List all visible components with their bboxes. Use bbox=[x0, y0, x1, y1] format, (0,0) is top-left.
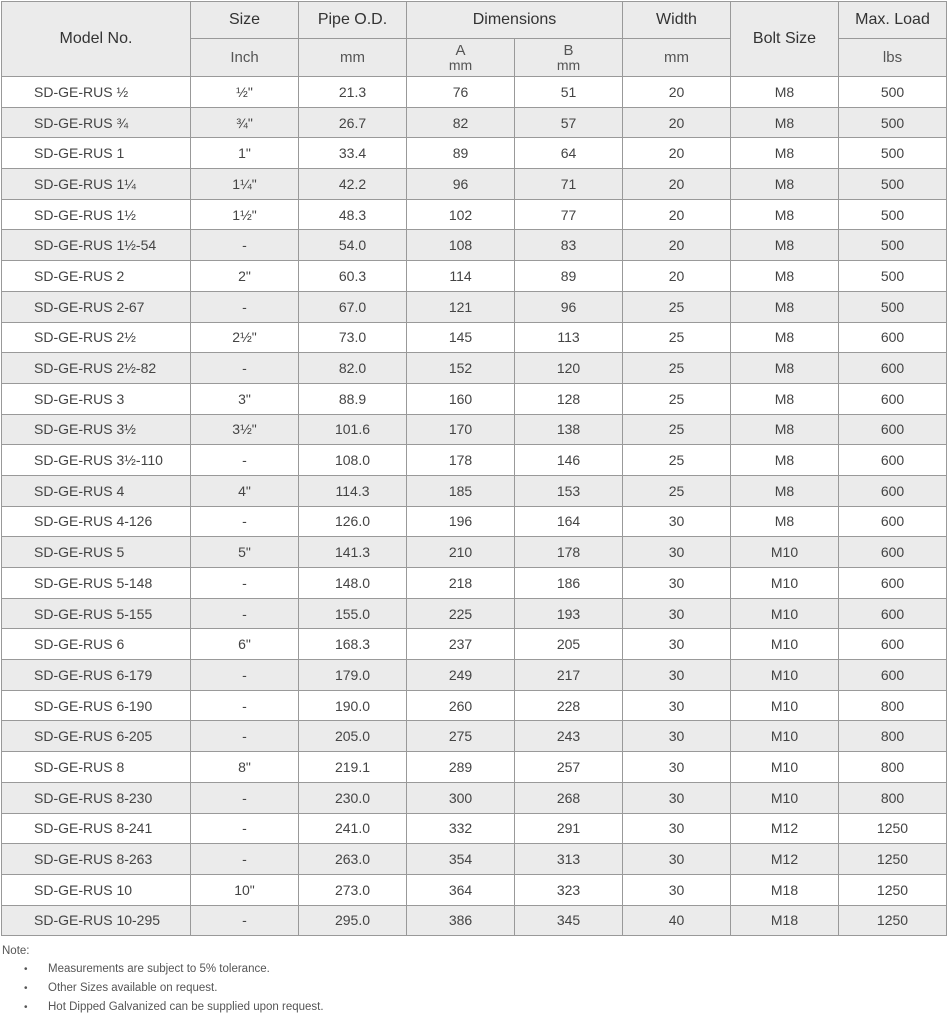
model-no-cell: SD-GE-RUS 8-241 bbox=[2, 813, 191, 844]
max-load-cell: 500 bbox=[839, 261, 947, 292]
table-row bbox=[2, 383, 947, 414]
dim-b-cell: 57 bbox=[515, 107, 623, 138]
bolt-size-cell: M12 bbox=[731, 844, 839, 875]
table-row bbox=[2, 782, 947, 813]
table-row bbox=[2, 537, 947, 568]
bolt-size-cell: M8 bbox=[731, 383, 839, 414]
size-cell: 8" bbox=[191, 752, 299, 783]
dim-b-cell: 217 bbox=[515, 660, 623, 691]
table-row bbox=[2, 475, 947, 506]
model-no-cell: SD-GE-RUS 10-295 bbox=[2, 905, 191, 936]
max-load-cell: 1250 bbox=[839, 905, 947, 936]
model-no-cell: SD-GE-RUS 3½-110 bbox=[2, 445, 191, 476]
pipe-od-cell: 26.7 bbox=[299, 107, 407, 138]
header-size: Size bbox=[191, 2, 299, 39]
width-cell: 20 bbox=[623, 261, 731, 292]
size-cell: 1¼" bbox=[191, 169, 299, 200]
size-cell: - bbox=[191, 506, 299, 537]
header-max-load: Max. Load bbox=[839, 2, 947, 39]
pipe-od-cell: 126.0 bbox=[299, 506, 407, 537]
width-cell: 25 bbox=[623, 291, 731, 322]
dim-a-cell: 237 bbox=[407, 629, 515, 660]
pipe-od-cell: 179.0 bbox=[299, 660, 407, 691]
dim-a-cell: 225 bbox=[407, 598, 515, 629]
bolt-size-cell: M10 bbox=[731, 537, 839, 568]
table-row bbox=[2, 261, 947, 292]
width-cell: 30 bbox=[623, 537, 731, 568]
model-no-cell: SD-GE-RUS 6-205 bbox=[2, 721, 191, 752]
dim-a-cell: 108 bbox=[407, 230, 515, 261]
bolt-size-cell: M8 bbox=[731, 169, 839, 200]
max-load-cell: 600 bbox=[839, 629, 947, 660]
max-load-cell: 600 bbox=[839, 598, 947, 629]
width-cell: 30 bbox=[623, 690, 731, 721]
size-cell: - bbox=[191, 782, 299, 813]
note-text: Measurements are subject to 5% tolerance. bbox=[48, 963, 270, 975]
size-cell: - bbox=[191, 598, 299, 629]
dim-a-cell: 96 bbox=[407, 169, 515, 200]
width-cell: 25 bbox=[623, 322, 731, 353]
bolt-size-cell: M10 bbox=[731, 660, 839, 691]
dim-b-cell: 228 bbox=[515, 690, 623, 721]
dim-a-cell: 218 bbox=[407, 568, 515, 599]
table-row bbox=[2, 660, 947, 691]
table-row bbox=[2, 905, 947, 936]
dim-b-cell: 164 bbox=[515, 506, 623, 537]
table-row bbox=[2, 291, 947, 322]
bolt-size-cell: M8 bbox=[731, 414, 839, 445]
width-cell: 30 bbox=[623, 813, 731, 844]
table-row bbox=[2, 414, 947, 445]
dim-b-cell: 96 bbox=[515, 291, 623, 322]
size-cell: 3" bbox=[191, 383, 299, 414]
dim-b-cell: 243 bbox=[515, 721, 623, 752]
bolt-size-cell: M8 bbox=[731, 291, 839, 322]
max-load-cell: 600 bbox=[839, 414, 947, 445]
max-load-cell: 500 bbox=[839, 77, 947, 108]
bolt-size-cell: M10 bbox=[731, 690, 839, 721]
table-row bbox=[2, 445, 947, 476]
width-cell: 25 bbox=[623, 414, 731, 445]
model-no-cell: SD-GE-RUS 6-190 bbox=[2, 690, 191, 721]
note-item bbox=[2, 998, 942, 1017]
note-text: Other Sizes available on request. bbox=[48, 982, 218, 994]
bullet-icon: • bbox=[24, 983, 28, 994]
pipe-od-cell: 54.0 bbox=[299, 230, 407, 261]
max-load-cell: 1250 bbox=[839, 874, 947, 905]
table-row bbox=[2, 568, 947, 599]
model-no-cell: SD-GE-RUS 2½-82 bbox=[2, 353, 191, 384]
model-no-cell: SD-GE-RUS 4-126 bbox=[2, 506, 191, 537]
width-cell: 30 bbox=[623, 844, 731, 875]
dim-b-cell: 138 bbox=[515, 414, 623, 445]
dim-a-cell: 249 bbox=[407, 660, 515, 691]
dim-b-cell: 345 bbox=[515, 905, 623, 936]
bolt-size-cell: M18 bbox=[731, 905, 839, 936]
table-row bbox=[2, 506, 947, 537]
pipe-od-cell: 101.6 bbox=[299, 414, 407, 445]
bolt-size-cell: M10 bbox=[731, 568, 839, 599]
pipe-od-cell: 67.0 bbox=[299, 291, 407, 322]
dim-a-cell: 210 bbox=[407, 537, 515, 568]
dim-a-cell: 289 bbox=[407, 752, 515, 783]
width-cell: 30 bbox=[623, 598, 731, 629]
bolt-size-cell: M10 bbox=[731, 752, 839, 783]
header-model: Model No. bbox=[2, 2, 191, 77]
dim-a-cell: 196 bbox=[407, 506, 515, 537]
table-row bbox=[2, 77, 947, 108]
header-dim-b bbox=[515, 39, 623, 77]
width-cell: 20 bbox=[623, 230, 731, 261]
dim-a-cell: 170 bbox=[407, 414, 515, 445]
width-cell: 20 bbox=[623, 107, 731, 138]
bolt-size-cell: M8 bbox=[731, 77, 839, 108]
size-cell: - bbox=[191, 660, 299, 691]
size-cell: - bbox=[191, 721, 299, 752]
width-cell: 25 bbox=[623, 445, 731, 476]
size-cell: - bbox=[191, 445, 299, 476]
dim-a-cell: 364 bbox=[407, 874, 515, 905]
width-cell: 30 bbox=[623, 874, 731, 905]
pipe-od-cell: 82.0 bbox=[299, 353, 407, 384]
dim-a-cell: 185 bbox=[407, 475, 515, 506]
size-cell: 4" bbox=[191, 475, 299, 506]
dim-a-cell: 354 bbox=[407, 844, 515, 875]
header-dim-a bbox=[407, 39, 515, 77]
max-load-cell: 800 bbox=[839, 721, 947, 752]
pipe-od-cell: 73.0 bbox=[299, 322, 407, 353]
size-cell: - bbox=[191, 844, 299, 875]
table-row bbox=[2, 230, 947, 261]
table-header bbox=[2, 2, 947, 77]
bolt-size-cell: M8 bbox=[731, 230, 839, 261]
dim-a-cell: 300 bbox=[407, 782, 515, 813]
size-cell: 6" bbox=[191, 629, 299, 660]
dim-b-cell: 120 bbox=[515, 353, 623, 384]
width-cell: 20 bbox=[623, 169, 731, 200]
table-row bbox=[2, 199, 947, 230]
bolt-size-cell: M8 bbox=[731, 261, 839, 292]
size-cell: ½" bbox=[191, 77, 299, 108]
model-no-cell: SD-GE-RUS 2 bbox=[2, 261, 191, 292]
max-load-cell: 600 bbox=[839, 445, 947, 476]
bolt-size-cell: M10 bbox=[731, 629, 839, 660]
dim-a-cell: 275 bbox=[407, 721, 515, 752]
dim-a-cell: 121 bbox=[407, 291, 515, 322]
size-cell: 3½" bbox=[191, 414, 299, 445]
max-load-cell: 1250 bbox=[839, 844, 947, 875]
model-no-cell: SD-GE-RUS 1 bbox=[2, 138, 191, 169]
dim-a-cell: 260 bbox=[407, 690, 515, 721]
bolt-size-cell: M8 bbox=[731, 475, 839, 506]
max-load-cell: 600 bbox=[839, 660, 947, 691]
header-size-unit: Inch bbox=[191, 39, 299, 77]
pipe-od-cell: 219.1 bbox=[299, 752, 407, 783]
width-cell: 30 bbox=[623, 660, 731, 691]
width-cell: 30 bbox=[623, 629, 731, 660]
dim-b-cell: 113 bbox=[515, 322, 623, 353]
bolt-size-cell: M10 bbox=[731, 598, 839, 629]
dim-a-cell: 332 bbox=[407, 813, 515, 844]
pipe-od-cell: 148.0 bbox=[299, 568, 407, 599]
size-cell: - bbox=[191, 230, 299, 261]
max-load-cell: 600 bbox=[839, 475, 947, 506]
table-row bbox=[2, 752, 947, 783]
table-row bbox=[2, 844, 947, 875]
width-cell: 30 bbox=[623, 752, 731, 783]
table-row bbox=[2, 353, 947, 384]
width-cell: 20 bbox=[623, 77, 731, 108]
pipe-od-cell: 60.3 bbox=[299, 261, 407, 292]
size-cell: 1½" bbox=[191, 199, 299, 230]
note-text: Hot Dipped Galvanized can be supplied upon request. bbox=[48, 1001, 324, 1013]
model-no-cell: SD-GE-RUS 5-155 bbox=[2, 598, 191, 629]
bolt-size-cell: M8 bbox=[731, 138, 839, 169]
width-cell: 30 bbox=[623, 568, 731, 599]
dim-b-cell: 193 bbox=[515, 598, 623, 629]
header-width: Width bbox=[623, 2, 731, 39]
bolt-size-cell: M8 bbox=[731, 199, 839, 230]
size-cell: 2" bbox=[191, 261, 299, 292]
max-load-cell: 600 bbox=[839, 322, 947, 353]
width-cell: 20 bbox=[623, 199, 731, 230]
bolt-size-cell: M8 bbox=[731, 322, 839, 353]
size-cell: 5" bbox=[191, 537, 299, 568]
dim-a-cell: 145 bbox=[407, 322, 515, 353]
width-cell: 40 bbox=[623, 905, 731, 936]
model-no-cell: SD-GE-RUS 4 bbox=[2, 475, 191, 506]
size-cell: 1" bbox=[191, 138, 299, 169]
header-dimensions: Dimensions bbox=[407, 2, 623, 39]
pipe-od-cell: 33.4 bbox=[299, 138, 407, 169]
bolt-size-cell: M8 bbox=[731, 445, 839, 476]
bullet-icon: • bbox=[24, 1002, 28, 1013]
dim-b-cell: 128 bbox=[515, 383, 623, 414]
table-row bbox=[2, 169, 947, 200]
dim-b-cell: 186 bbox=[515, 568, 623, 599]
dim-b-cell: 313 bbox=[515, 844, 623, 875]
table-row bbox=[2, 138, 947, 169]
size-cell: 10" bbox=[191, 874, 299, 905]
max-load-cell: 600 bbox=[839, 506, 947, 537]
size-cell: - bbox=[191, 690, 299, 721]
pipe-od-cell: 168.3 bbox=[299, 629, 407, 660]
model-no-cell: SD-GE-RUS 1½-54 bbox=[2, 230, 191, 261]
dim-b-cell: 64 bbox=[515, 138, 623, 169]
bolt-size-cell: M18 bbox=[731, 874, 839, 905]
max-load-cell: 600 bbox=[839, 568, 947, 599]
header-bolt-size: Bolt Size bbox=[731, 2, 839, 77]
model-no-cell: SD-GE-RUS 3½ bbox=[2, 414, 191, 445]
table-row bbox=[2, 629, 947, 660]
notes-section bbox=[2, 942, 942, 1017]
pipe-od-cell: 108.0 bbox=[299, 445, 407, 476]
notes-list bbox=[2, 960, 942, 1017]
model-no-cell: SD-GE-RUS 8 bbox=[2, 752, 191, 783]
width-cell: 25 bbox=[623, 353, 731, 384]
width-cell: 25 bbox=[623, 475, 731, 506]
dim-a-cell: 82 bbox=[407, 107, 515, 138]
size-cell: 2½" bbox=[191, 322, 299, 353]
note-item bbox=[2, 979, 942, 998]
header-max-load-unit: lbs bbox=[839, 39, 947, 77]
max-load-cell: 800 bbox=[839, 752, 947, 783]
header-dim-b-unit: mm bbox=[556, 56, 581, 73]
max-load-cell: 500 bbox=[839, 199, 947, 230]
width-cell: 30 bbox=[623, 506, 731, 537]
max-load-cell: 500 bbox=[839, 138, 947, 169]
dim-b-cell: 89 bbox=[515, 261, 623, 292]
table-row bbox=[2, 598, 947, 629]
dim-b-cell: 257 bbox=[515, 752, 623, 783]
dim-a-cell: 386 bbox=[407, 905, 515, 936]
pipe-od-cell: 88.9 bbox=[299, 383, 407, 414]
pipe-od-cell: 263.0 bbox=[299, 844, 407, 875]
size-cell: - bbox=[191, 291, 299, 322]
pipe-od-cell: 190.0 bbox=[299, 690, 407, 721]
pipe-od-cell: 42.2 bbox=[299, 169, 407, 200]
pipe-od-cell: 241.0 bbox=[299, 813, 407, 844]
pipe-od-cell: 141.3 bbox=[299, 537, 407, 568]
size-cell: - bbox=[191, 353, 299, 384]
bullet-icon: • bbox=[24, 964, 28, 975]
max-load-cell: 600 bbox=[839, 353, 947, 384]
width-cell: 30 bbox=[623, 782, 731, 813]
model-no-cell: SD-GE-RUS 5-148 bbox=[2, 568, 191, 599]
model-no-cell: SD-GE-RUS 5 bbox=[2, 537, 191, 568]
dim-b-cell: 146 bbox=[515, 445, 623, 476]
model-no-cell: SD-GE-RUS 2½ bbox=[2, 322, 191, 353]
max-load-cell: 500 bbox=[839, 291, 947, 322]
dim-b-cell: 83 bbox=[515, 230, 623, 261]
header-dim-a-unit: mm bbox=[448, 56, 473, 73]
width-cell: 20 bbox=[623, 138, 731, 169]
model-no-cell: SD-GE-RUS 10 bbox=[2, 874, 191, 905]
model-no-cell: SD-GE-RUS 1½ bbox=[2, 199, 191, 230]
dim-b-cell: 77 bbox=[515, 199, 623, 230]
dim-a-cell: 76 bbox=[407, 77, 515, 108]
max-load-cell: 500 bbox=[839, 230, 947, 261]
size-cell: - bbox=[191, 813, 299, 844]
pipe-od-cell: 230.0 bbox=[299, 782, 407, 813]
dim-b-cell: 323 bbox=[515, 874, 623, 905]
pipe-od-cell: 295.0 bbox=[299, 905, 407, 936]
size-cell: ¾" bbox=[191, 107, 299, 138]
table-row bbox=[2, 721, 947, 752]
model-no-cell: SD-GE-RUS 6 bbox=[2, 629, 191, 660]
model-no-cell: SD-GE-RUS 8-263 bbox=[2, 844, 191, 875]
pipe-od-cell: 114.3 bbox=[299, 475, 407, 506]
table-row bbox=[2, 813, 947, 844]
dim-b-cell: 268 bbox=[515, 782, 623, 813]
max-load-cell: 800 bbox=[839, 782, 947, 813]
header-dim-b-label: B bbox=[563, 41, 574, 59]
header-pipe-od-unit: mm bbox=[299, 39, 407, 77]
width-cell: 25 bbox=[623, 383, 731, 414]
pipe-od-cell: 205.0 bbox=[299, 721, 407, 752]
dim-b-cell: 153 bbox=[515, 475, 623, 506]
max-load-cell: 600 bbox=[839, 537, 947, 568]
bolt-size-cell: M12 bbox=[731, 813, 839, 844]
spec-table bbox=[1, 1, 947, 936]
model-no-cell: SD-GE-RUS 2-67 bbox=[2, 291, 191, 322]
model-no-cell: SD-GE-RUS 6-179 bbox=[2, 660, 191, 691]
model-no-cell: SD-GE-RUS 3 bbox=[2, 383, 191, 414]
dim-b-cell: 291 bbox=[515, 813, 623, 844]
bolt-size-cell: M8 bbox=[731, 107, 839, 138]
table-row bbox=[2, 874, 947, 905]
dim-a-cell: 102 bbox=[407, 199, 515, 230]
max-load-cell: 800 bbox=[839, 690, 947, 721]
model-no-cell: SD-GE-RUS ¾ bbox=[2, 107, 191, 138]
dim-a-cell: 114 bbox=[407, 261, 515, 292]
bolt-size-cell: M8 bbox=[731, 353, 839, 384]
notes-title: Note: bbox=[2, 945, 30, 957]
max-load-cell: 600 bbox=[839, 383, 947, 414]
table-row bbox=[2, 322, 947, 353]
width-cell: 30 bbox=[623, 721, 731, 752]
bolt-size-cell: M8 bbox=[731, 506, 839, 537]
max-load-cell: 500 bbox=[839, 107, 947, 138]
dim-b-cell: 71 bbox=[515, 169, 623, 200]
dim-a-cell: 89 bbox=[407, 138, 515, 169]
model-no-cell: SD-GE-RUS ½ bbox=[2, 77, 191, 108]
dim-b-cell: 178 bbox=[515, 537, 623, 568]
max-load-cell: 500 bbox=[839, 169, 947, 200]
table-body bbox=[2, 77, 947, 936]
bolt-size-cell: M10 bbox=[731, 782, 839, 813]
table-row bbox=[2, 690, 947, 721]
dim-a-cell: 152 bbox=[407, 353, 515, 384]
bolt-size-cell: M10 bbox=[731, 721, 839, 752]
pipe-od-cell: 21.3 bbox=[299, 77, 407, 108]
size-cell: - bbox=[191, 568, 299, 599]
note-item bbox=[2, 960, 942, 979]
header-dim-a-label: A bbox=[455, 41, 466, 59]
header-width-unit: mm bbox=[623, 39, 731, 77]
dim-a-cell: 178 bbox=[407, 445, 515, 476]
header-pipe-od: Pipe O.D. bbox=[299, 2, 407, 39]
pipe-od-cell: 155.0 bbox=[299, 598, 407, 629]
pipe-od-cell: 48.3 bbox=[299, 199, 407, 230]
dim-b-cell: 51 bbox=[515, 77, 623, 108]
pipe-od-cell: 273.0 bbox=[299, 874, 407, 905]
table-row bbox=[2, 107, 947, 138]
max-load-cell: 1250 bbox=[839, 813, 947, 844]
size-cell: - bbox=[191, 905, 299, 936]
model-no-cell: SD-GE-RUS 1¼ bbox=[2, 169, 191, 200]
dim-a-cell: 160 bbox=[407, 383, 515, 414]
model-no-cell: SD-GE-RUS 8-230 bbox=[2, 782, 191, 813]
dim-b-cell: 205 bbox=[515, 629, 623, 660]
